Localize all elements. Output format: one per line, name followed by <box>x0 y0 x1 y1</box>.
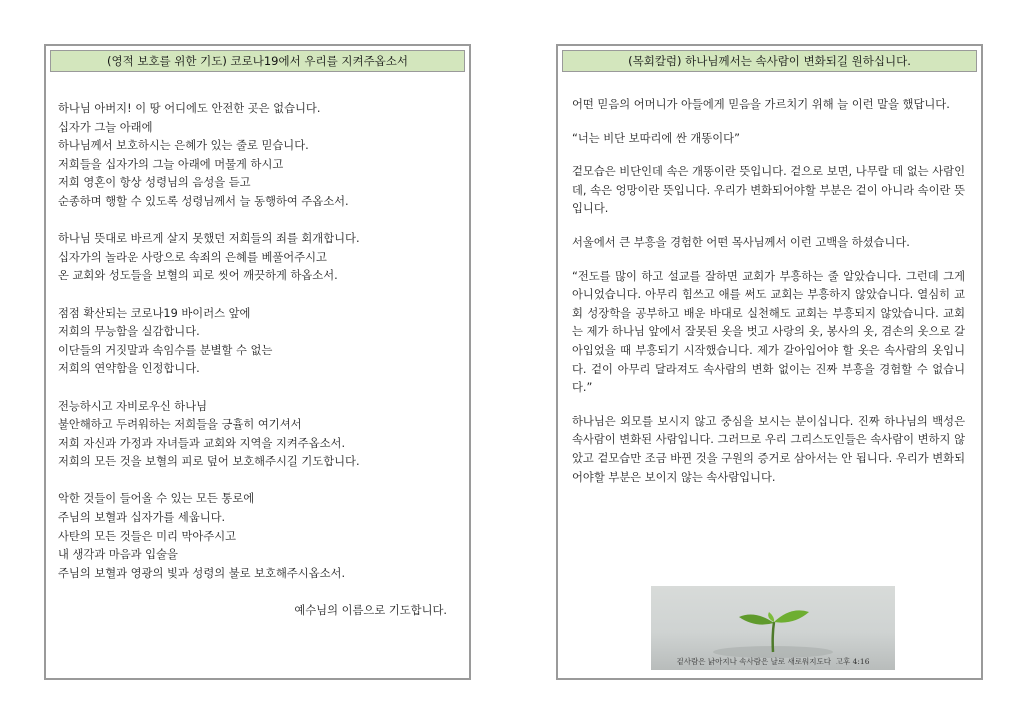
prayer-stanza-3 <box>58 305 457 379</box>
column-paragraph: 겉모습은 비단인데 속은 개똥이란 뜻입니다. 겉으로 보면, 나무랄 데 없는 사람인데, 속은 엉망이란 뜻입니다. 우리가 변화되어야할 부분은 겉이 아니라 속이란 뜻입니다. <box>572 165 965 216</box>
prayer-line: 악한 것들이 들어올 수 있는 모든 통로에 <box>58 492 255 506</box>
prayer-title: (영적 보호를 위한 기도) 코로나19에서 우리를 지켜주옵소서 <box>50 50 465 72</box>
prayer-line: 점점 확산되는 코로나19 바이러스 앞에 <box>58 306 251 320</box>
prayer-line: 온 교회와 성도들을 보혈의 피로 씻어 깨끗하게 하옵소서. <box>58 269 338 283</box>
image-caption <box>651 656 895 667</box>
prayer-line: 저희들을 십자가의 그늘 아래에 머물게 하시고 <box>58 157 284 171</box>
prayer-closing: 예수님의 이름으로 기도합니다. <box>294 604 447 618</box>
prayer-stanza-2 <box>58 230 457 286</box>
prayer-line: 저희의 연약함을 인정합니다. <box>58 362 200 376</box>
prayer-line: 전능하시고 자비로우신 하나님 <box>58 399 208 413</box>
prayer-line: 십자가 그늘 아래에 <box>58 120 153 134</box>
image-caption-text: 겉사람은 낡아지나 속사람은 날로 새로워지도다 <box>676 657 831 666</box>
column-panel <box>556 44 983 680</box>
prayer-line: 주님의 보혈과 영광의 빛과 성령의 불로 보호해주시옵소서. <box>58 566 346 580</box>
prayer-line: 저희의 무능함을 실감합니다. <box>58 325 200 339</box>
prayer-line: 십자가의 놀라운 사랑으로 속죄의 은혜를 베풀어주시고 <box>58 250 327 264</box>
prayer-line: 이단들의 거짓말과 속임수를 분별할 수 없는 <box>58 343 273 357</box>
prayer-stanza-4 <box>58 398 457 472</box>
column-body <box>572 96 965 502</box>
prayer-stanza-5 <box>58 490 457 583</box>
column-paragraph: 어떤 믿음의 어머니가 아들에게 믿음을 가르치기 위해 늘 이런 말을 했답니다. <box>572 98 950 111</box>
prayer-stanza-1 <box>58 100 457 212</box>
column-title: (목회칼럼) 하나님께서는 속사람이 변화되길 원하십니다. <box>562 50 977 72</box>
prayer-line: 저희 자신과 가정과 자녀들과 교회와 지역을 지켜주옵소서. <box>58 436 346 450</box>
image-caption-ref: 고후 4:16 <box>835 657 870 666</box>
prayer-line: 순종하며 행할 수 있도록 성령님께서 늘 동행하여 주옵소서. <box>58 194 349 208</box>
column-paragraph: “전도를 많이 하고 설교를 잘하면 교회가 부흥하는 줄 알았습니다. 그런데 그게 아니었습니다. 아무리 힘쓰고 애를 써도 교회는 부흥하지 않았습니다. 열심히 교회 성장학을 공부하고 배운 바대로 실천해도 교회는 부흥되지 않았습니다. 교회는 제가 하나님 앞에서 잘못된 옷을 벗고 사랑의 옷, 봉사의 옷, 겸손의 옷으로 갈아입었을 때 부흥되기 시작했습니다. 제가 갈아입어야 할 옷은 속사람의 옷입니다. 겉이 아무리 달라져도 속사람의 변화 없이는 진짜 부흥을 경험할 수 없습니다.” <box>572 269 965 395</box>
prayer-line: 주님의 보혈과 십자가를 세웁니다. <box>58 511 226 525</box>
prayer-line: 불안해하고 두려워하는 저희들을 긍휼히 여기셔서 <box>58 418 302 432</box>
sprout-image <box>651 586 895 670</box>
column-paragraph: 서울에서 큰 부흥을 경험한 어떤 목사님께서 이런 고백을 하셨습니다. <box>572 235 910 249</box>
prayer-line: 저희의 모든 것을 보혈의 피로 덮어 보호해주시길 기도합니다. <box>58 455 360 469</box>
prayer-panel <box>44 44 471 680</box>
prayer-line: 저희 영혼이 항상 성령님의 음성을 듣고 <box>58 176 251 190</box>
prayer-line: 하나님 아버지! 이 땅 어디에도 안전한 곳은 없습니다. <box>58 102 321 115</box>
prayer-line: 내 생각과 마음과 입술을 <box>58 548 178 562</box>
prayer-body <box>58 100 457 621</box>
prayer-line: 하나님께서 보호하시는 은혜가 있는 줄로 믿습니다. <box>58 139 309 153</box>
column-paragraph: “너는 비단 보따리에 싼 개똥이다” <box>572 131 740 145</box>
prayer-line: 하나님 뜻대로 바르게 살지 못했던 저희들의 죄를 회개합니다. <box>58 232 360 246</box>
column-paragraph: 하나님은 외모를 보시지 않고 중심을 보시는 분이십니다. 진짜 하나님의 백성은 속사람이 변화된 사람입니다. 그러므로 우리 그리스도인들은 속사람이 변하지 않았고 겉모습만 조금 바뀐 것을 구원의 증거로 삼아서는 안 됩니다. 우리가 변화되어야할 부분은 보이지 않는 속사람입니다. <box>572 414 965 484</box>
prayer-line: 사탄의 모든 것들은 미리 막아주시고 <box>58 529 237 543</box>
